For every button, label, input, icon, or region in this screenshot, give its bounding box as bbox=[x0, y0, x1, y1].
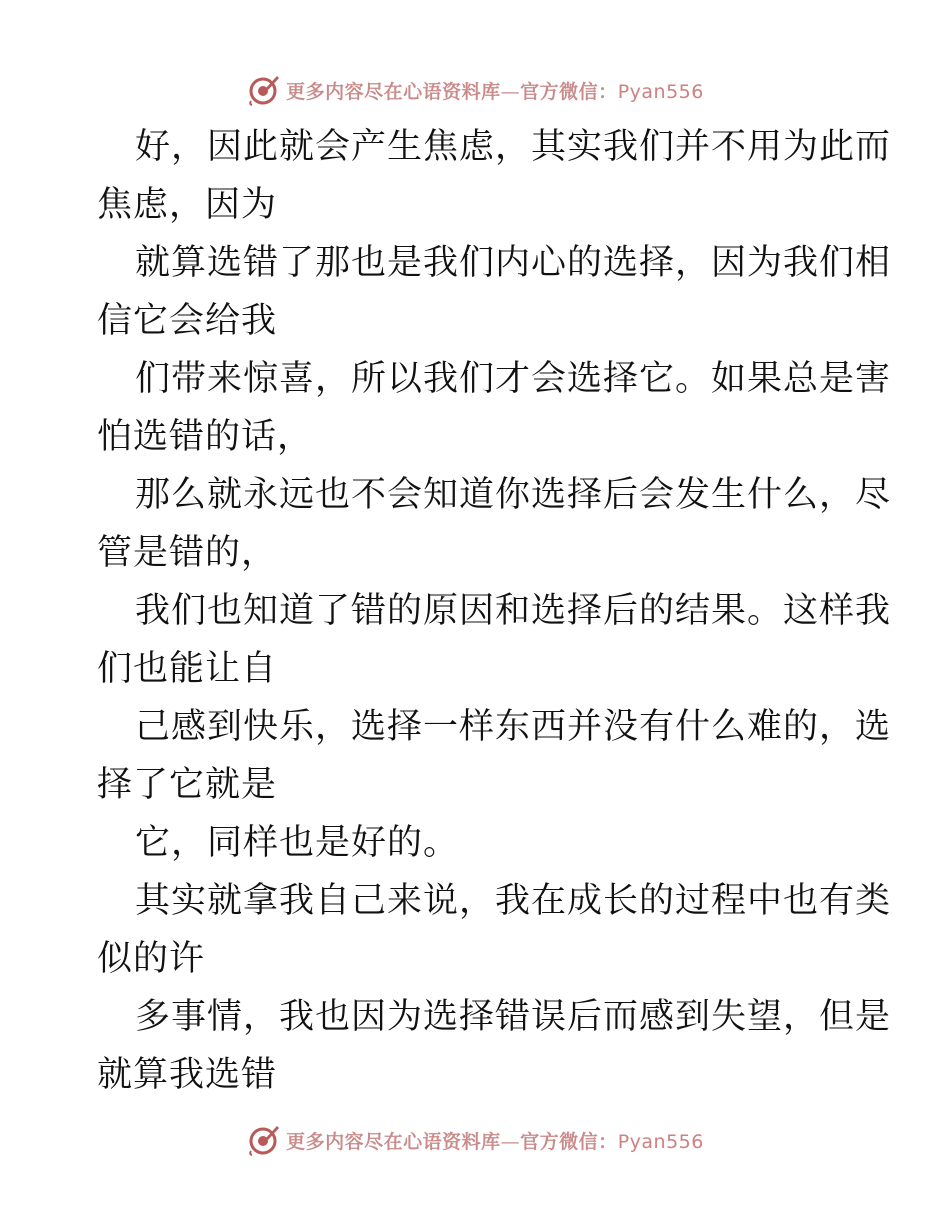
pen-logo-icon bbox=[246, 1123, 280, 1157]
text-line: 择了它就是 bbox=[97, 765, 278, 805]
footer-banner bbox=[0, 1120, 950, 1160]
footer-separator: — bbox=[500, 1130, 521, 1153]
text-line: 似的许 bbox=[97, 939, 206, 979]
pen-logo-icon bbox=[246, 73, 280, 107]
header-separator: — bbox=[500, 80, 521, 103]
header-text bbox=[286, 77, 704, 104]
text-line: 就算我选错 bbox=[97, 1055, 278, 1095]
footer-text bbox=[286, 1127, 704, 1154]
header-wechat-label: 官方微信： bbox=[520, 80, 618, 103]
text-line: 信它会给我 bbox=[97, 301, 278, 341]
text-line: 们也能让自 bbox=[97, 649, 278, 689]
text-line: 怕选错的话， bbox=[97, 417, 314, 457]
text-line: 其实就拿我自己来说，我在成长的过程中也有类 bbox=[135, 881, 892, 921]
text-line: 多事情，我也因为选择错误后而感到失望，但是 bbox=[135, 997, 892, 1037]
footer-wechat-label: 官方微信： bbox=[520, 1130, 618, 1153]
header-wechat-id: Pyan556 bbox=[617, 80, 704, 103]
text-line: 己感到快乐，选择一样东西并没有什么难的，选 bbox=[135, 707, 892, 747]
text-line: 管是错的， bbox=[97, 533, 278, 573]
header-banner bbox=[0, 70, 950, 110]
text-line: 那么就永远也不会知道你选择后会发生什么，尽 bbox=[135, 475, 892, 515]
footer-site-text: 更多内容尽在心语资料库 bbox=[286, 1130, 501, 1153]
text-line: 好，因此就会产生焦虑，其实我们并不用为此而 bbox=[135, 127, 892, 167]
header-site-text: 更多内容尽在心语资料库 bbox=[286, 80, 501, 103]
document-body bbox=[97, 118, 892, 1104]
text-line: 我们也知道了错的原因和选择后的结果。这样我 bbox=[135, 591, 892, 631]
footer-wechat-id: Pyan556 bbox=[617, 1130, 704, 1153]
text-line: 们带来惊喜，所以我们才会选择它。如果总是害 bbox=[135, 359, 892, 399]
text-line: 就算选错了那也是我们内心的选择，因为我们相 bbox=[135, 243, 892, 283]
text-line: 焦虑，因为 bbox=[97, 185, 278, 225]
text-line: 它，同样也是好的。 bbox=[135, 823, 460, 863]
